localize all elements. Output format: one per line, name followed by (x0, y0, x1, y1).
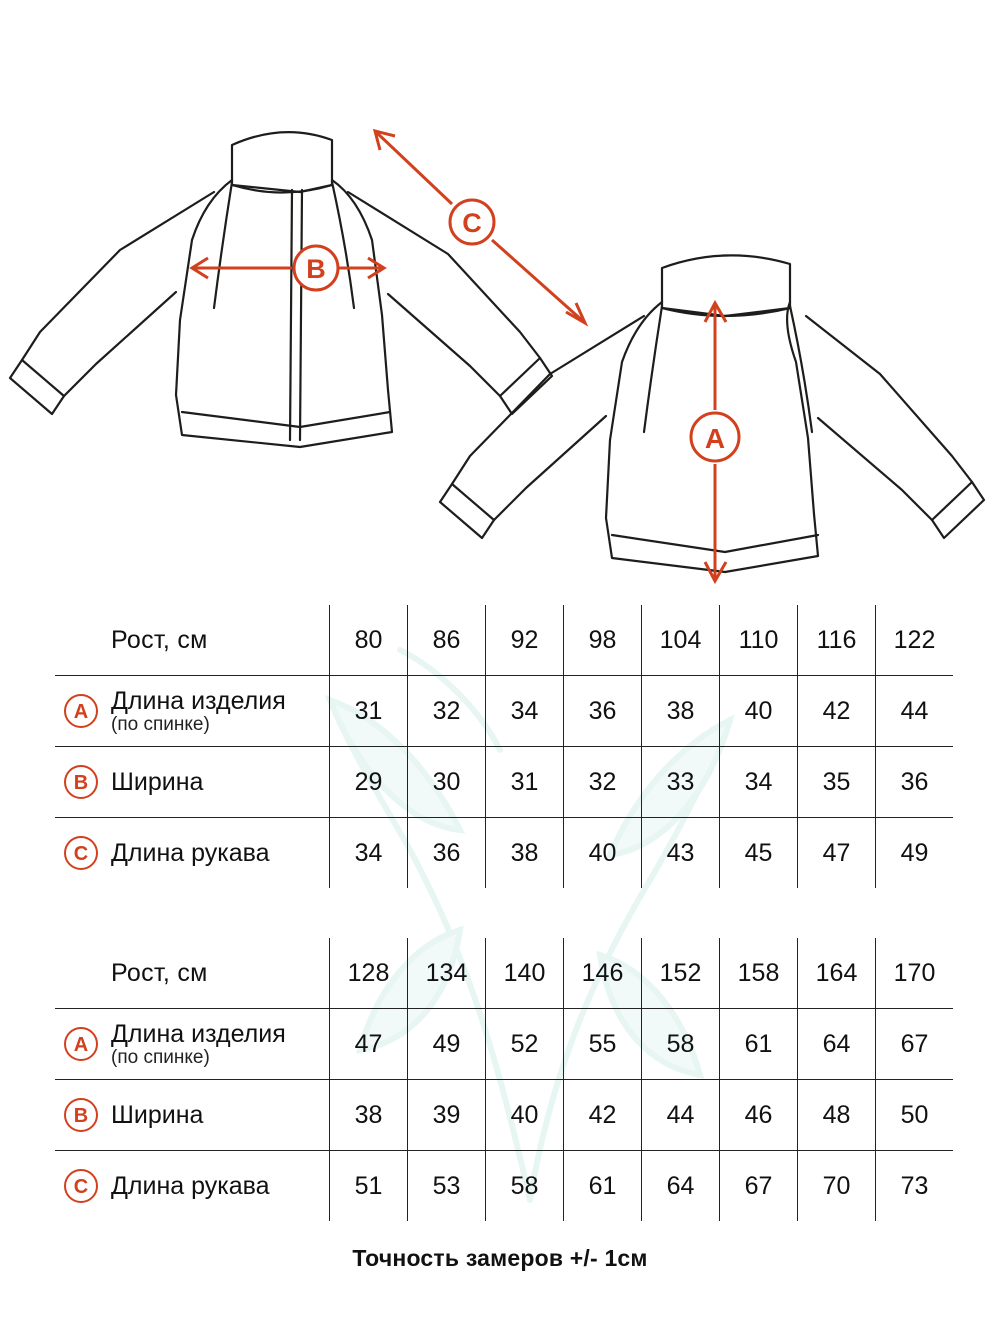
cell-value: 40 (564, 818, 642, 889)
cell-value: 50 (876, 1080, 954, 1151)
cell-value: 55 (564, 1009, 642, 1080)
header-size-86: 86 (408, 605, 486, 676)
row-label-main: Ширина (111, 1101, 204, 1129)
header-height-label: Рост, см (107, 605, 330, 676)
cell-value: 33 (642, 747, 720, 818)
table-separator (55, 888, 945, 938)
cell-value: 42 (564, 1080, 642, 1151)
header-size-110: 110 (720, 605, 798, 676)
badge-c: C (64, 1169, 98, 1203)
table-row (55, 1009, 953, 1080)
cell-value: 73 (876, 1151, 954, 1222)
header-badge-cell (55, 938, 107, 1009)
badge-b: B (64, 1098, 98, 1132)
cell-value: 30 (408, 747, 486, 818)
size-table-large (55, 938, 953, 1221)
cell-value: 36 (876, 747, 954, 818)
header-size-122: 122 (876, 605, 954, 676)
row-label-main: Длина изделия (111, 686, 286, 715)
header-size-140: 140 (486, 938, 564, 1009)
cell-value: 67 (720, 1151, 798, 1222)
cell-value: 47 (798, 818, 876, 889)
size-table-small (55, 605, 953, 888)
cell-value: 70 (798, 1151, 876, 1222)
cell-value: 34 (486, 676, 564, 747)
row-label-sleeve (107, 1151, 330, 1222)
row-label-sleeve (107, 818, 330, 889)
cell-value: 44 (642, 1080, 720, 1151)
measurement-accuracy-note: Точность замеров +/- 1см (352, 1245, 648, 1271)
row-badge-c (55, 818, 107, 889)
garment-illustration (0, 40, 1000, 600)
svg-text:C: C (462, 208, 482, 238)
header-badge-cell (55, 605, 107, 676)
cell-value: 61 (564, 1151, 642, 1222)
cell-value: 64 (642, 1151, 720, 1222)
header-height-label: Рост, см (107, 938, 330, 1009)
row-badge-a (55, 1009, 107, 1080)
header-size-158: 158 (720, 938, 798, 1009)
cell-value: 46 (720, 1080, 798, 1151)
svg-text:A: A (704, 423, 726, 454)
cell-value: 51 (330, 1151, 408, 1222)
table-row (55, 818, 953, 889)
row-label-length (107, 1009, 330, 1080)
cell-value: 49 (408, 1009, 486, 1080)
row-badge-b (55, 1080, 107, 1151)
row-badge-b (55, 747, 107, 818)
svg-text:B: B (306, 254, 326, 284)
row-label-sub: (по спинке) (111, 1046, 210, 1068)
cell-value: 38 (642, 676, 720, 747)
marker-c (450, 200, 494, 244)
badge-c: C (64, 836, 98, 870)
cell-value: 48 (798, 1080, 876, 1151)
cell-value: 43 (642, 818, 720, 889)
cell-value: 58 (642, 1009, 720, 1080)
row-label-width (107, 747, 330, 818)
header-size-104: 104 (642, 605, 720, 676)
cell-value: 34 (720, 747, 798, 818)
cell-value: 36 (564, 676, 642, 747)
header-size-116: 116 (798, 605, 876, 676)
cell-value: 45 (720, 818, 798, 889)
row-label-main: Ширина (111, 768, 204, 796)
cell-value: 49 (876, 818, 954, 889)
cell-value: 31 (486, 747, 564, 818)
header-size-146: 146 (564, 938, 642, 1009)
row-badge-a (55, 676, 107, 747)
table-header-row (55, 938, 953, 1009)
cell-value: 47 (330, 1009, 408, 1080)
header-size-92: 92 (486, 605, 564, 676)
table-row (55, 1151, 953, 1222)
header-size-152: 152 (642, 938, 720, 1009)
cell-value: 32 (408, 676, 486, 747)
cell-value: 40 (486, 1080, 564, 1151)
cell-value: 36 (408, 818, 486, 889)
row-label-main: Длина изделия (111, 1019, 286, 1048)
header-size-128: 128 (330, 938, 408, 1009)
cell-value: 34 (330, 818, 408, 889)
cell-value: 38 (330, 1080, 408, 1151)
cell-value: 29 (330, 747, 408, 818)
badge-a: A (64, 1027, 98, 1061)
row-label-width (107, 1080, 330, 1151)
row-label-length (107, 676, 330, 747)
marker-a (691, 413, 739, 461)
row-label-sub: (по спинке) (111, 713, 210, 735)
size-tables (55, 605, 945, 1221)
table-row (55, 1080, 953, 1151)
badge-a: A (64, 694, 98, 728)
table-header-row (55, 605, 953, 676)
cell-value: 67 (876, 1009, 954, 1080)
row-label-main: Длина рукава (111, 839, 270, 867)
row-label-main: Длина рукава (111, 1172, 270, 1200)
cell-value: 44 (876, 676, 954, 747)
cell-value: 64 (798, 1009, 876, 1080)
cell-value: 53 (408, 1151, 486, 1222)
cell-value: 39 (408, 1080, 486, 1151)
header-size-98: 98 (564, 605, 642, 676)
header-size-164: 164 (798, 938, 876, 1009)
cell-value: 61 (720, 1009, 798, 1080)
badge-b: B (64, 765, 98, 799)
table-row (55, 747, 953, 818)
marker-b (294, 246, 338, 290)
cell-value: 32 (564, 747, 642, 818)
header-size-134: 134 (408, 938, 486, 1009)
header-size-80: 80 (330, 605, 408, 676)
front-jacket-drawing (10, 132, 552, 447)
cell-value: 42 (798, 676, 876, 747)
table-row (55, 676, 953, 747)
row-badge-c (55, 1151, 107, 1222)
cell-value: 38 (486, 818, 564, 889)
cell-value: 58 (486, 1151, 564, 1222)
cell-value: 31 (330, 676, 408, 747)
cell-value: 40 (720, 676, 798, 747)
cell-value: 35 (798, 747, 876, 818)
header-size-170: 170 (876, 938, 954, 1009)
cell-value: 52 (486, 1009, 564, 1080)
